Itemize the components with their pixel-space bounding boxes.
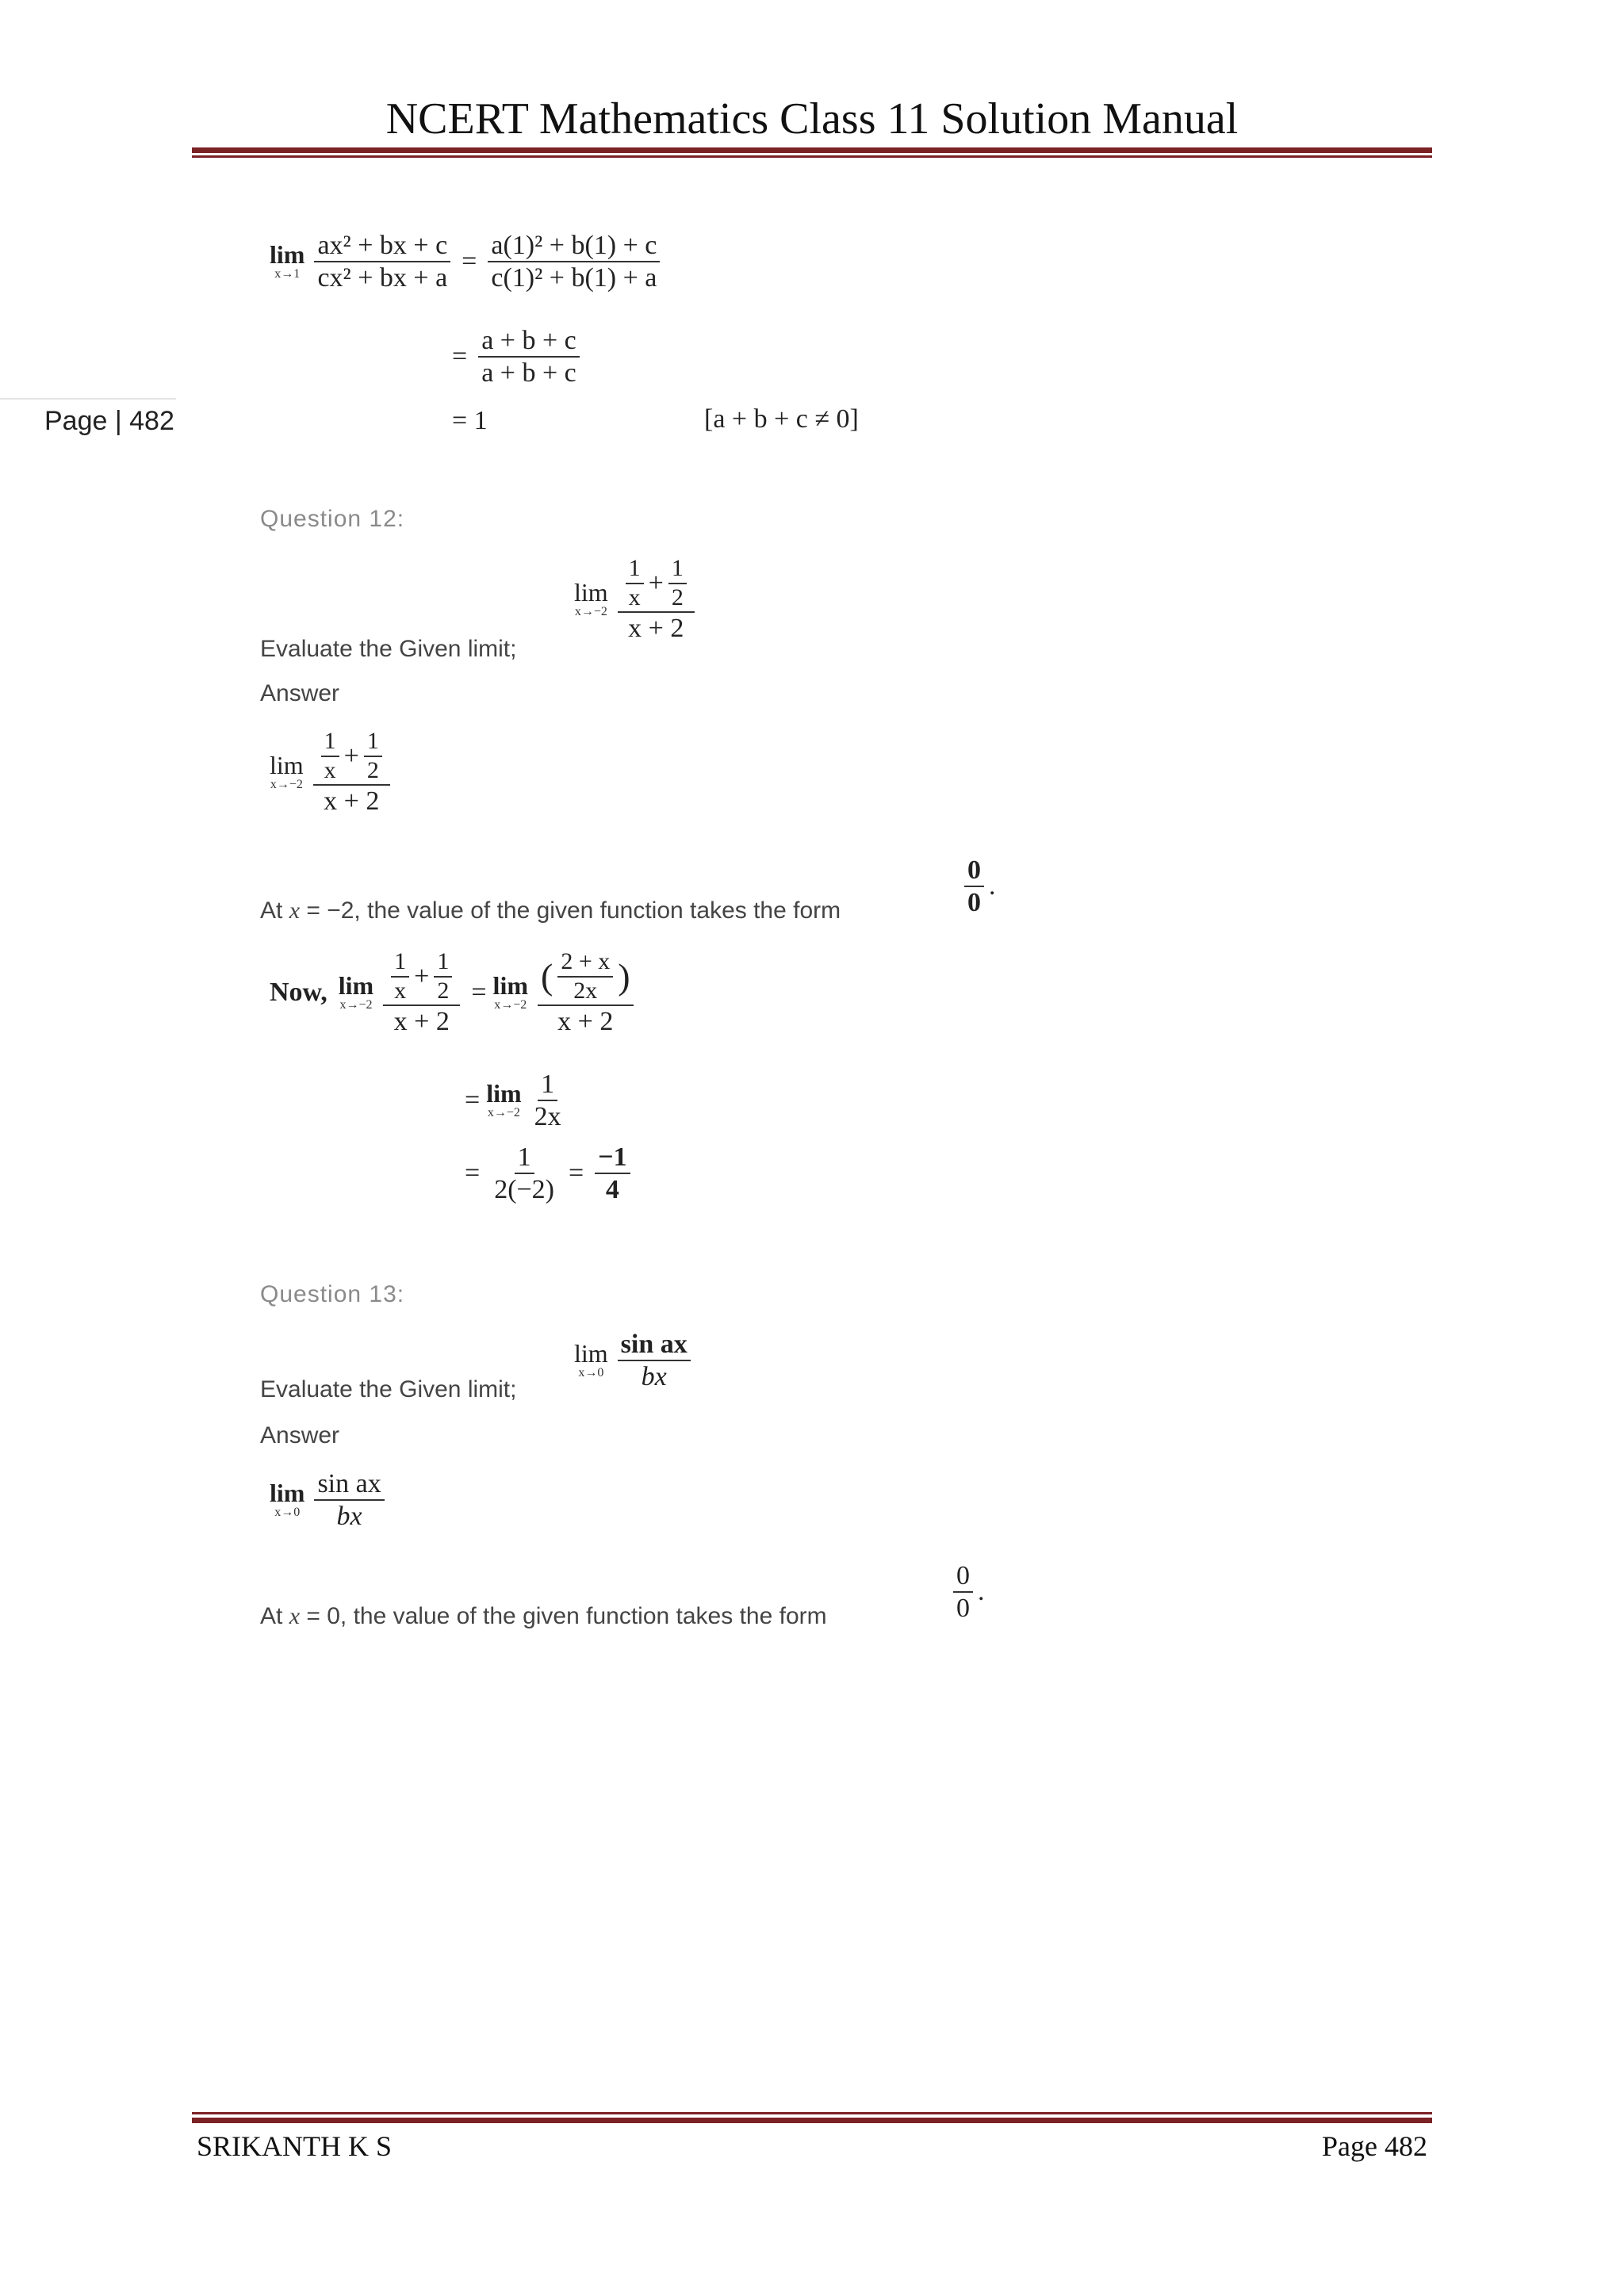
question-12-prompt: Evaluate the Given limit;	[260, 636, 517, 662]
question-13-indeterminate-form: $\frac{0}{0}$ .	[948, 1560, 985, 1624]
prev-condition: [a + b + c ≠ 0]	[704, 404, 859, 434]
fraction: $\frac{\text{sin ax}}{bx}$	[314, 1468, 384, 1532]
limit-operator: lim x→−2	[270, 751, 304, 792]
question-13-form-statement: At x = 0, the value of the given function takes the form	[260, 1603, 827, 1629]
question-12-form-statement: At x = −2, the value of the given function takes the form	[260, 897, 841, 924]
limit-operator: lim x→−2	[338, 971, 374, 1012]
question-12-solution-line2: = lim x→−2 $\frac{1}{2x}$	[465, 1069, 569, 1132]
limit-operator: lim x→−2	[574, 578, 608, 619]
question-12-answer-expression	[270, 728, 395, 817]
compound-fraction: $\frac{1}{x}$ + $\frac{1}{2}$ x + 2	[618, 555, 695, 644]
fraction: $\frac{\text{sin ax}}{bx}$	[618, 1329, 691, 1392]
limit-operator: lim x→0	[574, 1339, 608, 1380]
question-12-expression	[574, 555, 699, 644]
question-12-indeterminate-form: $\frac{0}{0}$ .	[959, 855, 996, 918]
question-12-heading: Question 12:	[260, 506, 405, 532]
side-divider	[0, 398, 176, 400]
compound-fraction: ( $\frac{2 + x}{2x}$ ) x + 2	[538, 948, 634, 1037]
compound-fraction: $\frac{1}{x}$ + $\frac{1}{2}$ x + 2	[383, 948, 460, 1037]
footer-rule-thin	[192, 2112, 1432, 2114]
fraction: $\frac{\text{ax² + bx + c}}{\text{cx² + bx + a}}$	[314, 230, 450, 293]
header-rule-thick	[192, 147, 1432, 153]
question-12-solution-line1: Now, lim x→−2 $\frac{1}{x}$ + $\frac{1}{2}$ x + 2 = lim x→−2 ( $\frac{2 + x}{2x}$ ) x + 2	[270, 948, 638, 1037]
fraction: $\frac{1}{2(-2)}$	[494, 1142, 555, 1205]
question-13-answer-label: Answer	[260, 1422, 340, 1448]
question-13-prompt: Evaluate the Given limit;	[260, 1376, 517, 1402]
question-13-expression	[574, 1329, 695, 1392]
fraction: $\frac{\text{a(1)² + b(1) + c}}{\text{c(1)² + b(1) + a}}$	[488, 230, 660, 293]
limit-operator: lim x→−2	[492, 971, 528, 1012]
fraction: $\frac{a + b + c}{a + b + c}$	[478, 325, 580, 388]
compound-fraction: $\frac{1}{x}$ + $\frac{1}{2}$ x + 2	[313, 728, 390, 817]
prev-equation-line1: lim x→1 $\frac{\text{ax² + bx + c}}{\text{cx² + bx + a}}$ = $\frac{\text{a(1)² + b(1) + c}}{\text{c(1)² + b(1) + a}}$	[270, 230, 665, 293]
footer-author: SRIKANTH K S	[197, 2130, 393, 2162]
question-12-answer-label: Answer	[260, 680, 340, 706]
fraction: $\frac{1}{2x}$	[534, 1070, 561, 1132]
header-rule-thin	[192, 155, 1432, 158]
question-13-answer-expression	[270, 1468, 389, 1532]
limit-operator: lim x→1	[270, 240, 305, 281]
question-12-solution-line3: = $\frac{1}{2(-2)}$ = $\frac{-1}{4}$	[465, 1142, 635, 1205]
limit-operator: lim x→0	[270, 1479, 305, 1520]
side-page-label: Page | 482	[44, 406, 174, 436]
question-13-heading: Question 13:	[260, 1281, 405, 1307]
prev-result: = 1	[452, 406, 488, 435]
footer-rule-thick	[192, 2118, 1432, 2123]
document-title: NCERT Mathematics Class 11 Solution Manual	[385, 94, 1239, 144]
prev-equation-line2: = $\frac{a + b + c}{a + b + c}$	[452, 325, 584, 388]
footer-page-number: Page 482	[1322, 2130, 1427, 2162]
fraction: $\frac{-1}{4}$	[595, 1142, 630, 1205]
limit-operator: lim x→−2	[486, 1079, 522, 1120]
